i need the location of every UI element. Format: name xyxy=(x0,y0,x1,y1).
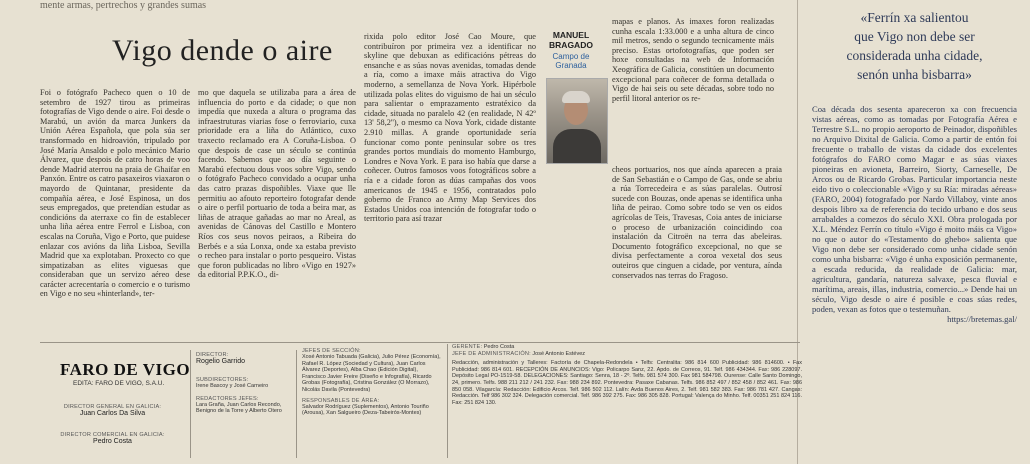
column-4-top xyxy=(612,17,774,103)
chief-editors-names: Lara Graña, Juan Carlos Recondo, Benigno de la Torre y Alberto Otero xyxy=(196,401,282,415)
author-byline xyxy=(540,30,602,70)
sidebar-column xyxy=(812,104,1017,324)
area-heads-names: Salvador Rodríguez (Suplementos), Antonio Touriño (Arousa), Xan Salgueiro (Deza-Tabeirós-Montes) xyxy=(302,403,429,417)
column-1-text: Foi o fotógrafo Pacheco quen o 10 de setembro de 1927 tirou as primeiras fotografías de Vigo dende o aire. Foi desde o Marabú, un avión da marca Junkers da Unión Aérea Española, que pola súa ser transformado en hidroavión, tripulado por José María Ansaldo e polo mecánico Mario Álvarez, que despois de catro horas de voo dende Madrid aterrou na praia de Ghaifar en Panxón. Entre os catro pasaxeiros viaxaron o mayordo de Quintanar, presidente da compañía aérea, e José Espinosa, un dos seus empregados, que pretendían estudar as condicións da aterraxe co fin de establecer unha liña aérea entre Ferrol e Lisboa, con escalas na Coruña, Vigo e Porto, que puidese enlazar cos avións da liña Lisboa, Sevilla Madrid que xa explotaban. Proxecto co que simpatizaban as elites viguesas que consideraban que un servizo aéreo dese carácter acrecentaría o comercio e o turismo en Vigo e no seu «hinterland», ter- xyxy=(40,88,190,299)
author-photo xyxy=(546,78,608,164)
section-heads-names: Xosé Antonio Tabuada (Galicia), Julio Pérez (Economía), Rafael R. López (Sociedad y Cultura), Juan Carlos Álvarez (Deportes), Alba Chao (Edición Digital), Francisco Javier Freire (Diseño e Infografía), Ricardo Grobas (Fotografía), Cristina González (O Morrazo), Nicolás Davila (Pontevedra) xyxy=(302,354,441,393)
subdirectors-names: Irene Bascoy y José Carneiro xyxy=(196,383,269,389)
pull-quote-line-3: considerada unha cidade, xyxy=(846,48,983,63)
column-4-bottom xyxy=(612,165,782,280)
column-3 xyxy=(364,32,536,224)
admin-label: JEFE DE ADMINISTRACIÓN: xyxy=(452,350,531,357)
commercial-director-label: DIRECTOR COMERCIAL EN GALICIA: xyxy=(60,432,165,438)
director-block xyxy=(196,352,291,415)
photo-hair xyxy=(562,91,590,103)
column-4-top-text: mapas e planos. As imaxes foron realizadas cunha escala 1:33.000 e a unha altura de cinco mil metros, sendo o segundo tecnicamente máis preciso. Estas ortofotografías, que poden ser hoxe consultadas na web de Información Xeográfica de Galicia, constitúen un documento excepcional para coñecer de forma detallada o Vigo de hai seis ou sete décadas, sobre todo no perfil litoral anterior os re- xyxy=(612,17,774,103)
director-label: DIRECTOR: xyxy=(196,352,229,358)
general-director-name: Juan Carlos Da Silva xyxy=(79,410,146,417)
column-1 xyxy=(40,88,190,299)
footer-divider-1 xyxy=(190,350,191,458)
chief-editors-label: REDACTORES JEFES: xyxy=(196,395,259,402)
commercial-director-block xyxy=(40,432,185,445)
contact-details: Redacción, administración y Talleres: Factoría de Chapela-Redondela • Telfs: Centralita: 986 814 600 Publicidad: 986 814600. • Fax Publicidad: 986 814 601. RECEPCIÓN DE ANUNCIOS: Vigo: Policarpo Sanz, 22. Apdo. de Correos, 91. Telf. 986 434344. Fax: 986 228097. Depósito Legal PO-1519-58. DELEGACIONES: Santiago: Senra, 18 - 2º. Telfs. 981 574 300. Fax 981 584798. Ourense: Calle Santo Domingo, 24, primero. Telfs. 988 211 212 / 241 232. Fax: 988 234 892. Pontevedra: Pasaxe Cabanas. Telfs. 986 852 497 / 852 458 / 852 461. Fax: 986 850 058. Vilagarcía: Redacción: Edificio Arcos. Telf. 986 502 112. Lalín: Avda Buenos Aires, 2. Telf. 981 582 383. Fax: 986 781 427. Cangas: Redacción. Telf 986 302 324. Delegación comercial. Telf. 986 392 275. Fax: 986 305 828. Portugal: Valença do Minho. Telf. 00351 251 824 116. Fax: 251 824 130. xyxy=(452,360,802,406)
manager-label: GERENTE: xyxy=(452,344,483,350)
author-last-name: BRAGADO xyxy=(549,40,593,50)
sidebar-url[interactable]: https://bretemas.gal/ xyxy=(947,314,1017,324)
subdirectors-label: SUBDIRECTORES: xyxy=(196,377,249,383)
column-3-text: rixida polo editor José Cao Moure, que contribuíron por primeira vez a identificar no skyline que debuxan as edificacións pétreas do ensanche e as súas novas avenidas, tomadas dende a ría, como a imaxe máis atractiva do Vigo moderno, a semellanza de Nova York. Hipérbole utilizada polas elites do viguismo de hai un século para salientar o emprazamento estratéxico da cidade, situada no paralelo 42 (en realidade, N 42º 13' 58,2''), o mesmo ca Nova York, cidade distante 2.910 millas. A grande oportunidade sería funcionar como ponte peninsular sobre os tres grandes portos mundiais do momento Hamburgo, Londres e Nova York. E para iso había que darse a coñecer. Outros famosos voos fotográficos sobre a ría e a cidade foron as dúas campañas dos voos americanos de 1945 e 1956, contratados polo goberno de Franco ao Army Map Services dos Estados Unidos coa intención de fotografar todo o territorio para así trazar xyxy=(364,32,536,224)
manager-name: Pedro Costa xyxy=(483,344,515,350)
photo-body xyxy=(553,129,601,163)
manager-line xyxy=(452,344,802,351)
column-4-bottom-text: cheos portuarios, nos que aínda aparecen a praia de San Sebastián e o Campo de Gas, onde se abriu a rúa Torrecedeira e as súas paralelas. Outrosí sucede con Bouzas, onde apenas se identifica unha liña de peirao. Como sobre todo se ven os eidos agrícolas de Teis, Travesas, Coia antes de iniciarse o proceso de urbanización coincidindo coa instalación da Citroën na terra das abeleiras. Documento fotográfico excepcional, no que se divisa perfectamente a coroa vexetal dos seus outeiros que cinguen a cidade, por ventura, aínda conservados nas terras do Fragoso. xyxy=(612,165,782,280)
masthead-footer xyxy=(0,338,812,464)
column-2 xyxy=(198,88,356,280)
pull-quote xyxy=(812,8,1017,84)
footer-divider-3 xyxy=(447,344,448,458)
author-first-name: MANUEL xyxy=(552,30,590,40)
pull-quote-line-1: «Ferrín xa salientou xyxy=(860,10,969,25)
general-director-block xyxy=(40,404,185,417)
publisher-line: EDITA: FARO DE VIGO, S.A.U. xyxy=(73,380,165,387)
section-heads-block xyxy=(302,348,442,417)
top-snippet: mente armas, pertrechos y grandes sumas xyxy=(40,0,207,11)
section-heads-label: JEFES DE SECCIÓN: xyxy=(302,348,361,354)
general-director-label: DIRECTOR GENERAL EN GALICIA: xyxy=(63,404,162,410)
management-block xyxy=(452,344,802,406)
faro-logo: FARO DE VIGO xyxy=(60,360,191,379)
section-line-1: Campo de xyxy=(552,52,590,61)
pull-quote-line-2: que Vigo non debe ser xyxy=(854,29,975,44)
admin-line xyxy=(452,351,802,358)
director-name: Rogelio Garrido xyxy=(196,358,246,365)
section-line-2: Granada xyxy=(555,61,587,70)
article-title: Vigo dende o aire xyxy=(112,34,333,67)
pull-quote-line-4: senón unha bisbarra» xyxy=(857,67,972,82)
sidebar-body: Coa década dos sesenta apareceron xa con frecuencia vistas aéreas, como as tomadas por Fotografía Aérea e Terrestre S.L. no propio aeroporto de Peinador, dispoñibles no Arquivo Dixital de Galicia. Como a partir de entón foi frecuente o traballo de vistas da cidade dos excelentes fotógrafos do FARO como Magar e as súas viaxes pioneiras en avioneta, Barreiro, Siorty, Carneselle, De Arcos ou de Ricardo Grobas. Particular importancia neste eido tivo o coleccionable «Vigo y su Ría: miradas aéreas» (FARO, 2004) fotografado por Nardo Villaboy, vinte anos despois libro xa de referencia do tecido urbano e dos seus arrabaldes a comezos do século XXI. Obra prologada por X.L. Méndez Ferrín co título «Vigo é moito máis ca Vigo» no que o autor do «Testamento do ghebo» salienta que Vigo non debe ser considerado como unha cidade senón como unha bisbarra: «Vigo é unha exposición permanente, a escada reducida, da realidade de Galicia: mar, agricultura, gandaría, natureza salvaxe, pesca fluvial e marítima, areais, illas, industria, comercio...» Dende hai un século, Vigo desde o aire é posible e coas súas redes, poden, vexan as fotos que o testemuñan. xyxy=(812,104,1017,314)
area-heads-label: RESPONSABLES DE ÁREA: xyxy=(302,397,380,404)
footer-divider-2 xyxy=(296,350,297,458)
admin-name: José Antonio Estévez xyxy=(532,350,586,357)
footer-top-rule xyxy=(40,342,800,343)
commercial-director-name: Pedro Costa xyxy=(93,438,132,445)
column-2-text: mo que daquela se utilizaba para a área de influencia do porto e da cidade; o que non impedía que nuxeda a altura o programa das infraestruturas viarias fose o ferroviario, cuxa prioridade era a liña do Atlántico, cuxo traxecto reclamado era A Coruña-Lisboa. O que despois de case un século se continúa facendo. Sabemos que ao día seguinte o Marabú efectuou dous voos sobre Vigo, sendo o fotógrafo Pacheco convidado a ocupar unha das catro prazas dispoñibles. Viaxe que lle permitiu ao afouto reporteiro fotografar dende o aire o perfil portuario de toda a beira mar, as liñas de atraque gañadas ao mar no Areal, as avenidas de Cánovas del Castillo e Montero Ríos cos seus novos peiraos, a Ribeira do Berbés e a súa Lonxa, onde xa estaba previsto o recheo para instalar o porto pesqueiro. Vistas que foron publicadas no libro «Vigo en 1927» da editorial P.P.K.O., di- xyxy=(198,88,356,280)
